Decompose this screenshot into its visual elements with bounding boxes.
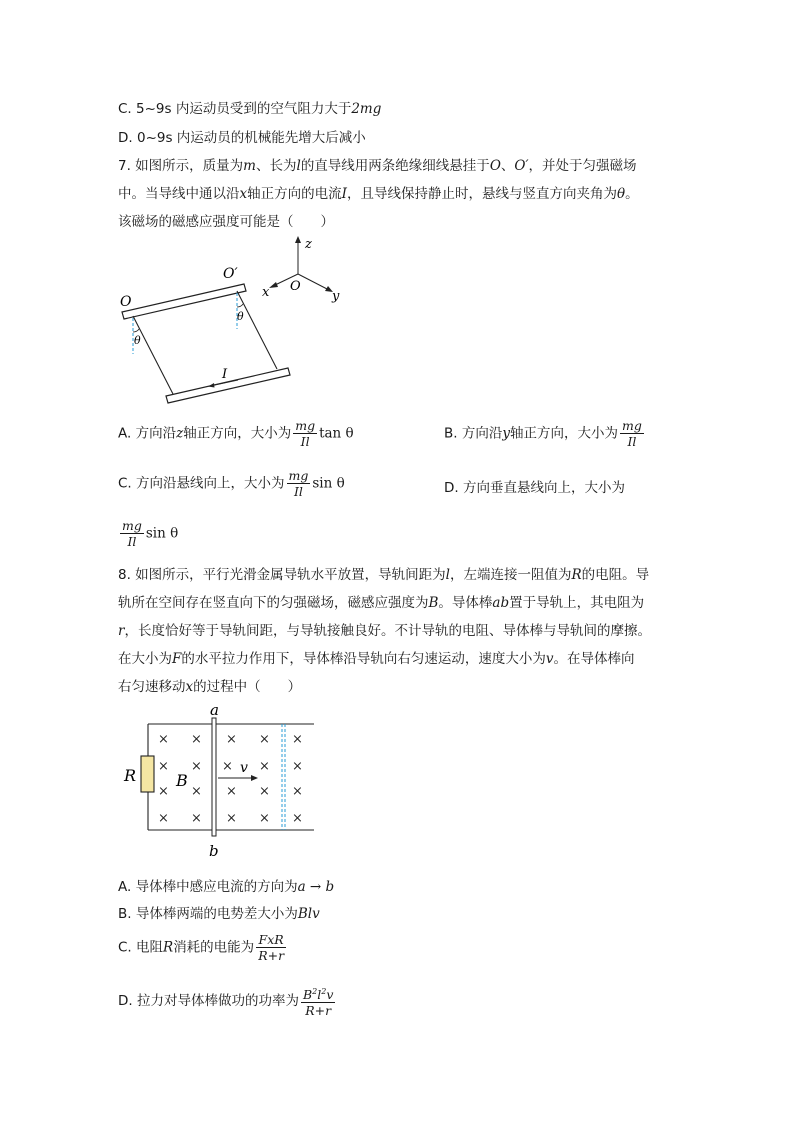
q7-stem-line3: 该磁场的磁感应强度可能是（ ） bbox=[118, 214, 334, 230]
q8-cross: × bbox=[292, 759, 303, 774]
q8-cross: × bbox=[158, 759, 169, 774]
q7-thread-right bbox=[237, 291, 277, 369]
q8-label-a: a bbox=[210, 701, 219, 719]
q7-axis-label-x: x bbox=[262, 285, 270, 300]
q8-cross: × bbox=[191, 811, 202, 826]
q8-rod-ab bbox=[212, 718, 216, 836]
q8-cross: × bbox=[292, 732, 303, 747]
q8-cross: × bbox=[226, 811, 237, 826]
q7-axis-y bbox=[298, 274, 329, 290]
q8-cross: × bbox=[191, 732, 202, 747]
q8-option-a: A. 导体棒中感应电流的方向为a → b bbox=[118, 879, 335, 895]
q8-figure bbox=[118, 700, 328, 865]
q7-label-O-prime: O′ bbox=[223, 266, 238, 282]
q7-label-theta-right: θ bbox=[237, 310, 244, 323]
q8-label-v: v bbox=[240, 760, 248, 776]
q8-stem-line1: 8. 如图所示，平行光滑金属导轨水平放置，导轨间距为l，左端连接一阻值为R的电阻。导 bbox=[118, 567, 650, 583]
q7-top-rod bbox=[122, 284, 246, 319]
q7-axis-label-O: O bbox=[290, 279, 301, 294]
q8-cross: × bbox=[158, 732, 169, 747]
q8-option-b: B. 导体棒两端的电势差大小为Blv bbox=[118, 906, 320, 922]
q8-option-c: C. 电阻R消耗的电能为 $\frac{\text{FxR}}{R+r}$ bbox=[118, 932, 285, 963]
q7-option-d-value: $\frac{mg}{Il}$ sin θ bbox=[122, 518, 179, 549]
q8-stem-line2: 轨所在空间存在竖直向下的匀强磁场，磁感应强度为B。导体棒ab置于导轨上，其电阻为 bbox=[118, 595, 645, 611]
q7-option-c: C. 方向沿悬线向上，大小为 $\frac{mg}{Il}$ sin θ bbox=[118, 468, 345, 499]
q8-cross: × bbox=[259, 811, 270, 826]
q8-resistor bbox=[141, 756, 154, 792]
q7-axis-label-y: y bbox=[332, 289, 340, 304]
q8-cross: × bbox=[222, 759, 233, 774]
q8-cross: × bbox=[226, 732, 237, 747]
q7-option-b: B. 方向沿y轴正方向，大小为 $\frac{mg}{Il}$ bbox=[444, 418, 642, 449]
q7-label-I: I bbox=[222, 367, 228, 382]
q7-thread-left bbox=[133, 316, 173, 394]
q8-cross: × bbox=[158, 784, 169, 799]
q8-cross: × bbox=[259, 732, 270, 747]
q7-label-theta-left: θ bbox=[134, 334, 141, 347]
q7-stem-line2: 中。当导线中通以沿x轴正方向的电流I，且导线保持静止时，悬线与竖直方向夹角为θ。 bbox=[118, 186, 639, 202]
q8-cross: × bbox=[191, 759, 202, 774]
q8-cross: × bbox=[191, 784, 202, 799]
q6-option-c: C. 5~9s 内运动员受到的空气阻力大于2mg bbox=[118, 101, 382, 117]
q8-cross: × bbox=[292, 784, 303, 799]
q8-stem-line5: 右匀速移动x的过程中（ ） bbox=[118, 679, 302, 695]
q8-cross: × bbox=[226, 784, 237, 799]
q8-label-b: b bbox=[209, 842, 219, 860]
q8-cross: × bbox=[259, 784, 270, 799]
q8-stem-line3: r，长度恰好等于导轨间距，与导轨接触良好。不计导轨的电阻、导体棒与导轨间的摩擦。 bbox=[118, 623, 651, 639]
q8-cross: × bbox=[158, 811, 169, 826]
q8-stem-line4: 在大小为F的水平拉力作用下，导体棒沿导轨向右匀速运动，速度大小为v。在导体棒向 bbox=[118, 651, 635, 667]
q8-option-d: D. 拉力对导体棒做功的功率为 $\frac{B^2l^2v}{R+r}$ bbox=[118, 984, 337, 1018]
q7-figure bbox=[110, 232, 350, 407]
q7-option-d: D. 方向垂直悬线向上，大小为 bbox=[444, 480, 625, 496]
q6-option-d: D. 0~9s 内运动员的机械能先增大后减小 bbox=[118, 130, 366, 146]
q8-cross: × bbox=[259, 759, 270, 774]
q7-wire-rod bbox=[166, 368, 290, 403]
q7-stem-line1: 7. 如图所示，质量为m、长为l的直导线用两条绝缘细线悬挂于O、O′，并处于匀强磁场 bbox=[118, 158, 637, 174]
q7-option-a: A. 方向沿z轴正方向，大小为 $\frac{mg}{Il}$ tan θ bbox=[118, 418, 354, 449]
q8-label-R: R bbox=[124, 766, 137, 785]
q8-label-B: B bbox=[176, 771, 188, 790]
q7-axis-label-z: z bbox=[305, 237, 312, 252]
q8-cross: × bbox=[292, 811, 303, 826]
q7-label-O: O bbox=[120, 294, 132, 310]
